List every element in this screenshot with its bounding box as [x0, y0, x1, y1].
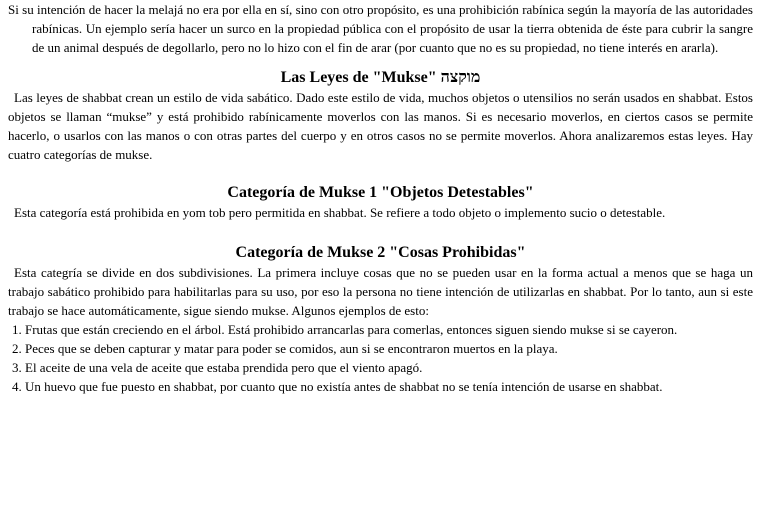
category-2-paragraph: Esta categría se divide en dos subdivisiones. La primera incluye cosas que no se pueden usar en la forma actual a menos que se haga un trabajo sabático prohibido para habilitarlas para su uso, por eso la persona no tiene intención de utilizarlas en shabbat. Por lo tanto, aun si este trabajo se hace automáticamente, sigue siendo mukse. Algunos ejemplos de esto: [8, 265, 753, 318]
list-item: 4. Un huevo que fue puesto en shabbat, por cuanto que no existía antes de shabbat no se tenía intención de usarse en shabbat. [12, 379, 663, 394]
list-item: 2. Peces que se deben capturar y matar para poder se comidos, aun si se encontraron muertos en la playa. [12, 341, 558, 356]
list-item: 3. El aceite de una vela de aceite que estaba prendida pero que el viento apagó. [12, 360, 423, 375]
heading-category-2: Categoría de Mukse 2 "Cosas Prohibidas" [235, 244, 526, 261]
heading-category-1: Categoría de Mukse 1 "Objetos Detestables" [227, 184, 534, 201]
category-1-paragraph: Esta categoría está prohibida en yom tob pero permitida en shabbat. Se refiere a todo objeto o implemento sucio o detestable. [14, 205, 666, 220]
mukse-paragraph: Las leyes de shabbat crean un estilo de vida sabático. Dado este estilo de vida, muchos objetos o utensilios no serán usados en shabbat. Estos objetos se llaman “mukse” y está prohibido rabínicamente moverlos con las manos. Si es necesario moverlos, en ciertos casos se permite hacerlo, o usarlos con las manos o con otras partes del cuerpo y en otros casos no se permite moverlos. Ahora analizaremos estas leyes. Hay cuatro categorías de mukse. [8, 90, 753, 162]
list-item: 1. Frutas que están creciendo en el árbol. Está prohibido arrancarlas para comerlas, entonces siguen siendo mukse si se cayeron. [12, 322, 678, 337]
heading-mukse: Las Leyes de "Mukse" מוקצה [280, 69, 481, 86]
intro-paragraph: Si su intención de hacer la melajá no era por ella en sí, sino con otro propósito, es una prohibición rabínica según la mayoría de las autoridades rabínicas. Un ejemplo sería hacer un surco en la propiedad pública con el propósito de usar la tierra obtenida de éste para cubrir la sangre de un animal después de degollarlo, pero no lo hizo con el fin de arar (por cuanto que no es su propiedad, no tiene interés en ararla). [8, 2, 753, 55]
